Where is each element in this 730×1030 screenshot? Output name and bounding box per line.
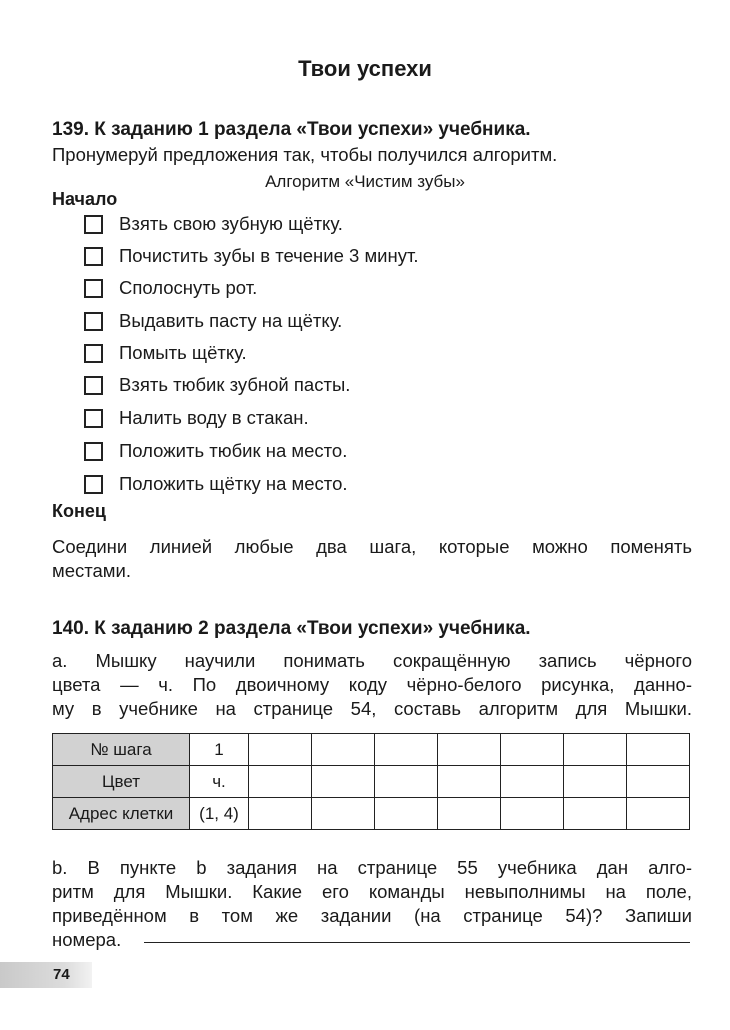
table-cell[interactable] — [501, 798, 564, 830]
page-title: Твои успехи — [298, 56, 432, 81]
algorithm-title: Алгоритм «Чистим зубы» — [265, 172, 465, 191]
part-b-line-1: b. В пункте b задания на странице 55 учебника дан алго- — [52, 857, 692, 878]
table-row — [53, 734, 690, 766]
table-row — [53, 798, 690, 830]
step-number-box[interactable] — [84, 475, 103, 494]
table-cell[interactable] — [312, 766, 375, 798]
table-cell[interactable] — [249, 798, 312, 830]
step-text: Помыть щётку. — [119, 342, 247, 363]
step-number-box[interactable] — [84, 442, 103, 461]
step-item — [84, 276, 257, 300]
table-cell[interactable] — [438, 798, 501, 830]
part-a-text — [52, 649, 692, 721]
part-b-line-2: ритм для Мышки. Какие его команды невыполнимы на поле, — [52, 881, 692, 902]
table-cell[interactable] — [627, 798, 690, 830]
part-b-line-4: номера. — [52, 929, 122, 950]
connect-instruction — [52, 535, 692, 583]
step-text: Положить тюбик на место. — [119, 440, 348, 461]
task-140-heading: 140. К заданию 2 раздела «Твои успехи» учебника. — [52, 618, 531, 639]
step-number-box[interactable] — [84, 247, 103, 266]
table-cell[interactable] — [312, 798, 375, 830]
table-cell[interactable] — [312, 734, 375, 766]
table-cell: ч. — [190, 766, 249, 798]
step-item — [84, 472, 348, 496]
table-cell[interactable] — [627, 734, 690, 766]
step-item — [84, 309, 342, 333]
connect-line-1: Соедини линией любые два шага, которые можно поменять — [52, 536, 692, 557]
page-number: 74 — [53, 966, 70, 983]
part-a-line-3: му в учебнике на странице 54, составь алгоритм для Мышки. — [52, 698, 692, 719]
start-label: Начало — [52, 189, 118, 209]
part-a-line-1: а. Мышку научили понимать сокращённую запись чёрного — [52, 650, 692, 671]
step-text: Положить щётку на место. — [119, 473, 348, 494]
table-cell: 1 — [190, 734, 249, 766]
table-cell[interactable] — [501, 766, 564, 798]
table-cell[interactable] — [249, 766, 312, 798]
step-item — [84, 212, 343, 236]
step-number-box[interactable] — [84, 409, 103, 428]
step-text: Почистить зубы в течение 3 минут. — [119, 245, 419, 266]
table-cell: (1, 4) — [190, 798, 249, 830]
task-139-heading: 139. К заданию 1 раздела «Твои успехи» учебника. — [52, 119, 531, 140]
step-text: Взять свою зубную щётку. — [119, 213, 343, 234]
step-number-box[interactable] — [84, 376, 103, 395]
table-cell[interactable] — [249, 734, 312, 766]
table-cell[interactable] — [501, 734, 564, 766]
answer-line[interactable] — [144, 942, 690, 943]
step-number-box[interactable] — [84, 215, 103, 234]
step-text: Налить воду в стакан. — [119, 407, 309, 428]
step-text: Взять тюбик зубной пасты. — [119, 374, 351, 395]
part-a-line-2: цвета — ч. По двоичному коду чёрно-белого рисунка, данно- — [52, 674, 692, 695]
table-cell[interactable] — [627, 766, 690, 798]
table-cell[interactable] — [375, 766, 438, 798]
step-text: Сполоснуть рот. — [119, 277, 258, 298]
table-cell[interactable] — [564, 734, 627, 766]
table-cell[interactable] — [375, 734, 438, 766]
table-cell[interactable] — [438, 734, 501, 766]
connect-line-2: местами. — [52, 560, 132, 581]
part-b-line-3: приведённом в том же задании (на странице 54)? Запиши — [52, 905, 692, 926]
task-139-instruction: Пронумеруй предложения так, чтобы получился алгоритм. — [52, 144, 558, 165]
table-cell[interactable] — [564, 798, 627, 830]
step-item — [84, 244, 419, 268]
end-label: Конец — [52, 501, 106, 521]
step-number-box[interactable] — [84, 312, 103, 331]
step-number-box[interactable] — [84, 344, 103, 363]
step-item — [84, 406, 309, 430]
step-item — [84, 341, 247, 365]
row-header-step: № шага — [53, 734, 190, 766]
row-header-address: Адрес клетки — [53, 798, 190, 830]
table-row — [53, 766, 690, 798]
table-cell[interactable] — [438, 766, 501, 798]
step-number-box[interactable] — [84, 279, 103, 298]
row-header-color: Цвет — [53, 766, 190, 798]
table-cell[interactable] — [564, 766, 627, 798]
part-b-text — [52, 856, 692, 952]
step-item — [84, 439, 347, 463]
table-cell[interactable] — [375, 798, 438, 830]
mouse-algorithm-table — [52, 733, 690, 830]
step-text: Выдавить пасту на щётку. — [119, 310, 343, 331]
step-item — [84, 373, 350, 397]
page-number-tab — [0, 962, 92, 988]
